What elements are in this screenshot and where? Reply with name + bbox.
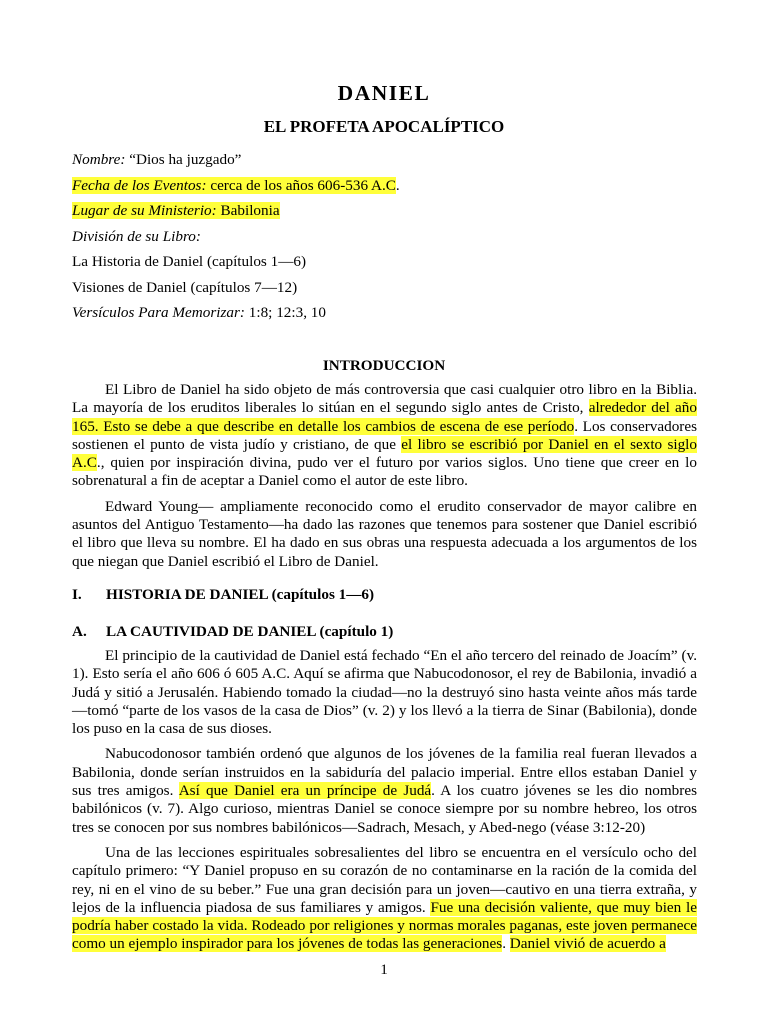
text-run: Nabucodonosor también ordenó que algunos de los jóvenes de la familia real fueran llevados a Babilonia, donde serían instruidos en la sabiduría del palacio imperial. Entre ellos estaban Daniel y sus tres amigos. (72, 745, 697, 800)
document-title: DANIEL (337, 81, 431, 105)
section-a-paragraph-1: El principio de la cautividad de Daniel está fechado “En el año tercero del reinado de Joacím” (v. 1). Esto sería el año 606 ó 605 A.C. Aquí se afirma que Nabucodonosor, el rey de Babilonia, invadió a Judá y sitió a Jerusalén. Habiendo tomado la ciudad—no la destruyó sino hasta veinte años más tarde—tomó “parte de los vasos de la casa de Dios” (v. 2) y los llevó a la tierra de Sinar (Babilonia), donde los puso en la casa de sus dioses. (72, 647, 697, 738)
section-heading-1 (72, 586, 374, 604)
meta-fecha (72, 177, 702, 203)
intro-paragraph-1 (72, 381, 697, 491)
text-run: ., quien por inspiración divina, pudo ver el futuro por varios siglos. Uno tiene que creer en lo sobrenatural a fin de aceptar a Daniel como el autor de este libro. (72, 454, 697, 490)
highlight: alrededor del año 165. Esto se debe a que describe en detalle los cambios de escena de ese período (72, 399, 697, 435)
section-a-body (72, 647, 697, 954)
highlight: Daniel vivió de acuerdo a (509, 935, 666, 953)
section-number: A. (72, 623, 87, 640)
page-number: 1 (380, 961, 388, 978)
text-run: El Libro de Daniel ha sido objeto de más controversia que casi cualquier otro libro en la Biblia. La mayoría de los eruditos liberales lo sitúan en el segundo siglo antes de Cristo, (72, 381, 697, 417)
section-heading-a (72, 623, 393, 641)
meta-value: “Dios ha juzgado” (129, 151, 242, 168)
section-title: HISTORIA DE DANIEL (capítulos 1—6) (106, 586, 375, 603)
text-run: . A los cuatro jóvenes se les dio nombres babilónicos (v. 7). Algo curioso, mientras Daniel se conoce siempre por su nombre hebreo, los otros tres se conocen por sus nombres babilónicos—Sadrach, Mesach, y Abed-nego (véase 3:12-20) (72, 782, 697, 836)
meta-label: División de su Libro: (72, 227, 201, 245)
highlight: Así que Daniel era un príncipe de Judá (178, 782, 432, 800)
highlight (72, 202, 280, 219)
text-run: . Los conservadores sostienen el punto de vista judío y cristiano, de que (72, 417, 697, 453)
meta-value: 1:8; 12:3, 10 (248, 304, 326, 321)
punctuation: . (395, 176, 400, 194)
meta-division-item: La Historia de Daniel (capítulos 1—6) (72, 253, 307, 270)
meta-label: Nombre: (72, 151, 126, 168)
text-run: . (502, 935, 510, 953)
section-number: I. (72, 586, 82, 603)
highlight: el libro se escribió por Daniel en el sexto siglo A.C (72, 435, 697, 472)
meta-label: Fecha de los Eventos: (72, 176, 207, 194)
meta-division (72, 228, 702, 254)
meta-value: cerca de los años 606-536 A.C (210, 176, 396, 194)
meta-nombre (72, 151, 702, 177)
highlight (72, 177, 396, 194)
meta-versiculos (72, 304, 702, 330)
highlight: Fue una decisión valiente, que muy bien le podría haber costado la vida. Rodeado por religiones y normas morales paganas, este joven permanece como un ejemplo inspirador para los jóvenes de todas las generaciones (72, 898, 697, 953)
document-subtitle: EL PROFETA APOCALÍPTICO (263, 117, 505, 136)
intro-heading: INTRODUCCION (322, 357, 446, 374)
book-info (72, 151, 702, 330)
text-run: Una de las lecciones espirituales sobresalientes del libro se encuentra en el versículo ocho del capítulo primero: “Y Daniel propuso en su corazón de no contaminarse en la ración de la comida del rey, ni en el vino de su beber.” Fue una gran decisión para un joven—cautivo en una tierra extraña, y lejos de la influencia piadosa de sus familiares y amigos. (72, 843, 697, 916)
intro-body (72, 381, 697, 571)
intro-paragraph-2: Edward Young— ampliamente reconocido como el erudito conservador de mayor calibre en asuntos del Antiguo Testamento—ha dado las razones que tenemos para sostener que Daniel escribió el libro que lleva su nombre. El ha dado en sus obras una respuesta adecuada a los argumentos de los que niegan que Daniel escribió el Libro de Daniel. (72, 497, 697, 570)
section-title: LA CAUTIVIDAD DE DANIEL (capítulo 1) (106, 623, 394, 640)
meta-label: Versículos Para Memorizar: (72, 304, 245, 321)
section-a-paragraph-2 (72, 745, 697, 836)
meta-label: Lugar de su Ministerio: (72, 202, 217, 219)
meta-value: Babilonia (220, 202, 280, 219)
section-a-paragraph-3 (72, 844, 697, 954)
meta-lugar (72, 202, 702, 228)
meta-division-item: Visiones de Daniel (capítulos 7—12) (72, 278, 298, 296)
